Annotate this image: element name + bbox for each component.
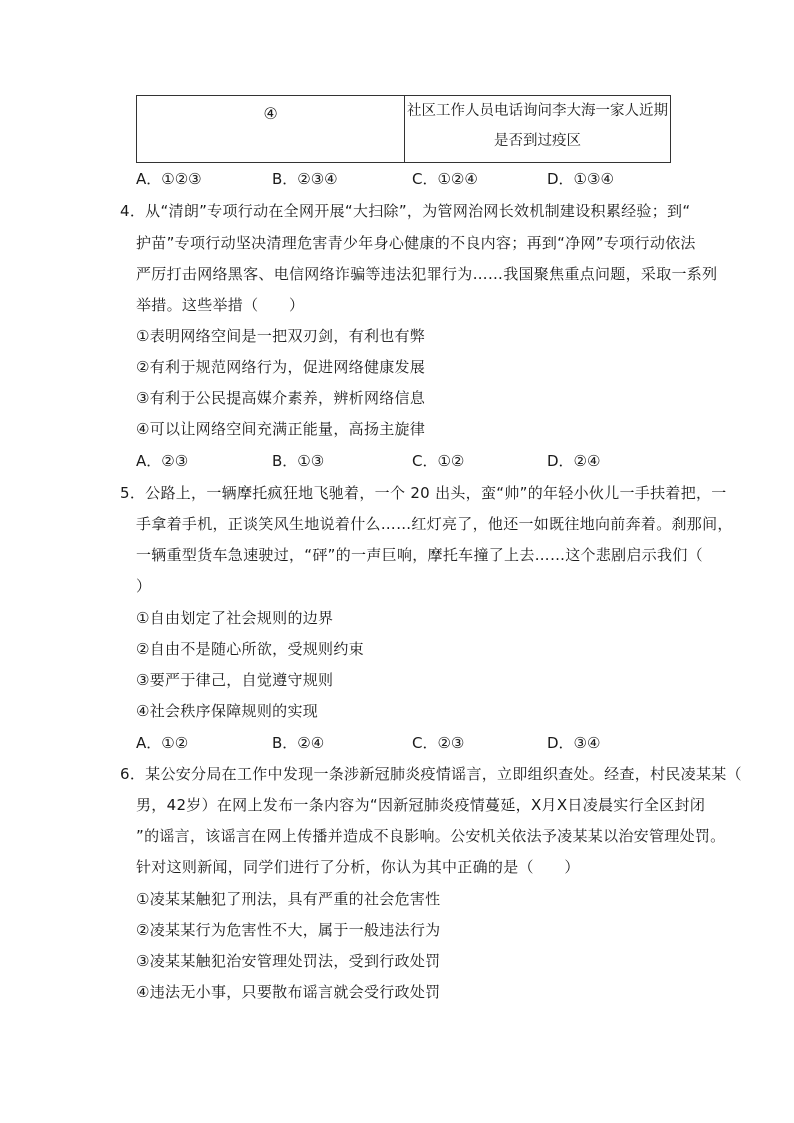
q5-option-d[interactable]: D．③④ [547, 734, 601, 752]
q4-item-3: ③有利于公民提高媒介素养，辨析网络信息 [136, 389, 426, 407]
q3-option-b[interactable]: B．②③④ [272, 170, 338, 188]
table-cell-text [405, 96, 671, 163]
row-text-line-2: 是否到过疫区 [494, 133, 581, 149]
q5-option-c[interactable]: C．②③ [412, 734, 465, 752]
answer-table [136, 95, 671, 163]
q6-item-3: ③凌某某触犯治安管理处罚法，受到行政处罚 [136, 952, 441, 970]
q6-stem-line-2: 男，42岁）在网上发布一条内容为“因新冠肺炎疫情蔓延，X月X日凌晨实行全区封闭 [136, 796, 706, 814]
q4-item-1: ①表明网络空间是一把双刃剑，有利也有弊 [136, 327, 426, 345]
q4-item-2: ②有利于规范网络行为，促进网络健康发展 [136, 358, 426, 376]
q4-option-c[interactable]: C．①② [412, 452, 465, 470]
q4-option-a[interactable]: A．②③ [136, 452, 189, 470]
q6-item-2: ②凌某某行为危害性不大，属于一般违法行为 [136, 921, 441, 939]
q5-option-b[interactable]: B．②④ [272, 734, 325, 752]
q5-item-4: ④社会秩序保障规则的实现 [136, 702, 319, 720]
q4-stem-line-4: 举措。这些举措（ ） [136, 296, 305, 314]
q6-item-4: ④违法无小事，只要散布谣言就会受行政处罚 [136, 983, 441, 1001]
q4-stem-line-1: 4．从“清朗”专项行动在全网开展“大扫除”，为管网治网长效机制建设积累经验；到“ [120, 202, 691, 220]
q5-stem-line-1: 5．公路上，一辆摩托疯狂地飞驰着，一个 20 出头，蛮“帅”的年轻小伙儿一手扶着把，一 [120, 484, 727, 502]
q4-stem-line-3: 严厉打击网络黑客、电信网络诈骗等违法犯罪行为……我国聚焦重点问题，采取一系列 [136, 265, 718, 283]
q5-item-3: ③要严于律己，自觉遵守规则 [136, 671, 334, 689]
q3-option-a[interactable]: A．①②③ [136, 170, 202, 188]
q4-option-b[interactable]: B．①③ [272, 452, 325, 470]
q3-option-c[interactable]: C．①②④ [412, 170, 478, 188]
row-label: ④ [263, 104, 278, 123]
q4-stem-line-2: 护苗”专项行动坚决清理危害青少年身心健康的不良内容；再到“净网”专项行动依法 [136, 234, 696, 252]
q4-option-d[interactable]: D．②④ [547, 452, 601, 470]
q6-stem-line-1: 6．某公安分局在工作中发现一条涉新冠肺炎疫情谣言，立即组织查处。经查，村民凌某某（ [120, 765, 742, 783]
q6-stem-line-4: 针对这则新闻，同学们进行了分析，你认为其中正确的是（ ） [136, 858, 580, 876]
table-cell-label [137, 96, 405, 163]
q6-item-1: ①凌某某触犯了刑法，具有严重的社会危害性 [136, 890, 441, 908]
q5-item-1: ①自由划定了社会规则的边界 [136, 609, 334, 627]
q5-stem-line-4: ） [136, 577, 152, 595]
q5-option-a[interactable]: A．①② [136, 734, 189, 752]
q5-item-2: ②自由不是随心所欲，受规则约束 [136, 640, 364, 658]
q3-option-d[interactable]: D．①③④ [547, 170, 614, 188]
q4-item-4: ④可以让网络空间充满正能量，高扬主旋律 [136, 420, 426, 438]
q6-stem-line-3: ”的谣言，该谣言在网上传播并造成不良影响。公安机关依法予凌某某以治安管理处罚。 [136, 827, 726, 845]
row-text-line-1: 社区工作人员电话询问李大海一家人近期 [407, 103, 668, 119]
table-row [137, 96, 671, 163]
q5-stem-line-2: 手拿着手机，正谈笑风生地说着什么……红灯亮了，他还一如既往地向前奔着。刹那间， [136, 515, 733, 533]
q5-stem-line-3: 一辆重型货车急速驶过，“砰”的一声巨响，摩托车撞了上去……这个悲剧启示我们（ [136, 546, 703, 564]
